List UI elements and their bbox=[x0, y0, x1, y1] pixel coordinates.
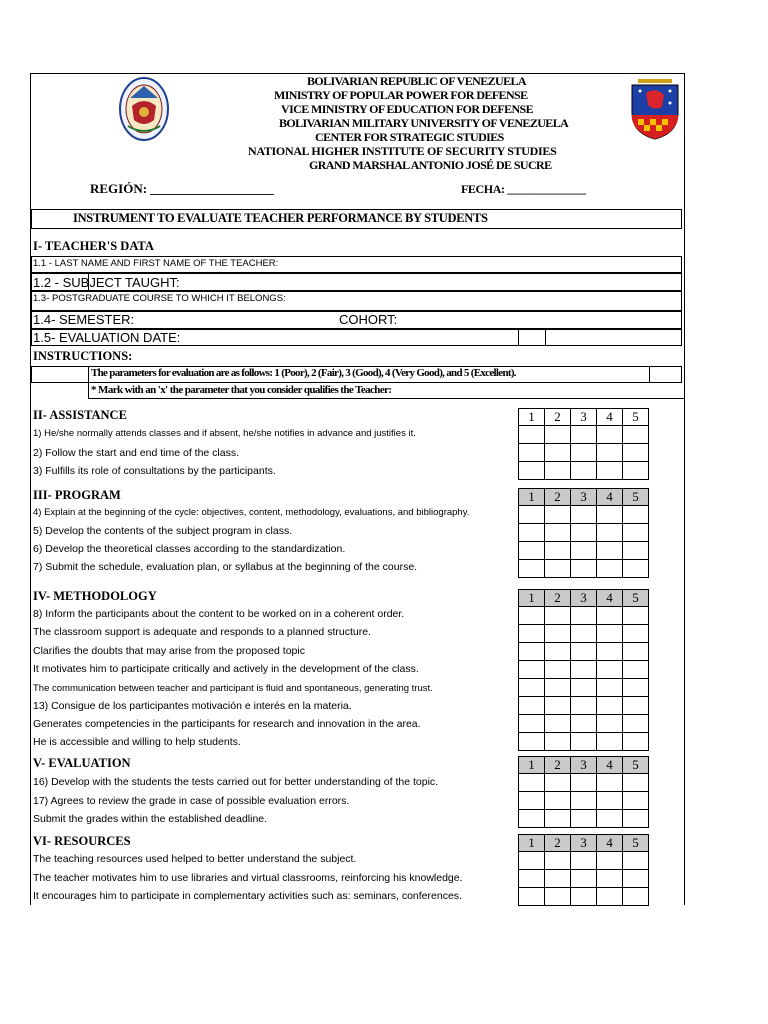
rating-cell[interactable] bbox=[571, 625, 597, 643]
instructions-scale-text: The parameters for evaluation are as follows: 1 (Poor), 2 (Fair), 3 (Good), 4 (Very Good), and 5 (Excellent). bbox=[91, 367, 516, 379]
rating-cell[interactable] bbox=[545, 661, 571, 679]
rating-cell[interactable] bbox=[571, 506, 597, 524]
rating-cell[interactable] bbox=[597, 697, 623, 715]
eval-date-divider-1 bbox=[518, 329, 519, 346]
course-label: 1.3- POSTGRADUATE COURSE TO WHICH IT BELONGS: bbox=[33, 293, 286, 304]
rating-cell[interactable] bbox=[519, 679, 545, 697]
rating-cell[interactable] bbox=[519, 870, 545, 888]
scale-2: 2 bbox=[545, 590, 571, 607]
eval-date-divider-2 bbox=[545, 329, 546, 346]
resources-rating-grid[interactable] bbox=[518, 834, 649, 906]
rating-cell[interactable] bbox=[571, 852, 597, 870]
rating-cell[interactable] bbox=[519, 661, 545, 679]
form-border-right bbox=[684, 73, 685, 905]
rating-cell[interactable] bbox=[623, 852, 649, 870]
evaluation-rating-grid[interactable] bbox=[518, 756, 649, 828]
header-line-5: CENTER FOR STRATEGIC STUDIES bbox=[315, 130, 504, 144]
rating-cell[interactable] bbox=[571, 715, 597, 733]
teacher-data-heading: I- TEACHER'S DATA bbox=[33, 239, 154, 253]
rating-cell[interactable] bbox=[545, 462, 571, 480]
scale-1: 1 bbox=[519, 757, 545, 774]
rating-cell[interactable] bbox=[571, 542, 597, 560]
instructions-mark-text: * Mark with an 'x' the parameter that you consider qualifies the Teacher: bbox=[91, 384, 392, 396]
instructions-divider-right bbox=[649, 366, 650, 383]
program-item-4: 4) Explain at the beginning of the cycle: objectives, content, methodology, evaluations, and bibliography. bbox=[33, 507, 470, 518]
rating-cell[interactable] bbox=[571, 426, 597, 444]
rating-cell[interactable] bbox=[519, 792, 545, 810]
teacher-name-label: 1.1 - LAST NAME AND FIRST NAME OF THE TEACHER: bbox=[33, 258, 279, 269]
rating-cell[interactable] bbox=[597, 462, 623, 480]
rating-cell[interactable] bbox=[519, 852, 545, 870]
scale-2: 2 bbox=[545, 489, 571, 506]
rating-cell[interactable] bbox=[545, 643, 571, 661]
rating-cell[interactable] bbox=[545, 774, 571, 792]
rating-cell[interactable] bbox=[571, 679, 597, 697]
rating-cell[interactable] bbox=[597, 661, 623, 679]
rating-cell[interactable] bbox=[545, 426, 571, 444]
methodology-item-12: The communication between teacher and participant is fluid and spontaneous, generating trust. bbox=[33, 683, 433, 694]
rating-cell[interactable] bbox=[597, 643, 623, 661]
semester-label: 1.4- SEMESTER: bbox=[33, 312, 135, 327]
rating-cell[interactable] bbox=[519, 774, 545, 792]
form-border-left bbox=[30, 73, 31, 905]
rating-cell[interactable] bbox=[623, 870, 649, 888]
rating-cell[interactable] bbox=[519, 560, 545, 578]
methodology-item-10: Clarifies the doubts that may arise from the proposed topic bbox=[33, 645, 305, 657]
rating-cell[interactable] bbox=[545, 810, 571, 828]
rating-cell[interactable] bbox=[623, 733, 649, 751]
rating-cell[interactable] bbox=[623, 426, 649, 444]
scale-4: 4 bbox=[597, 835, 623, 852]
rating-cell[interactable] bbox=[623, 810, 649, 828]
program-item-7: 7) Submit the schedule, evaluation plan, or syllabus at the beginning of the course. bbox=[33, 561, 418, 573]
header-line-1: BOLIVARIAN REPUBLIC OF VENEZUELA bbox=[307, 74, 526, 88]
rating-cell[interactable] bbox=[571, 810, 597, 828]
rating-cell[interactable] bbox=[519, 697, 545, 715]
rating-cell[interactable] bbox=[571, 524, 597, 542]
instructions-divider-left bbox=[88, 366, 89, 398]
rating-cell[interactable] bbox=[545, 733, 571, 751]
resources-heading: VI- RESOURCES bbox=[33, 834, 131, 848]
scale-2: 2 bbox=[545, 835, 571, 852]
rating-cell[interactable] bbox=[519, 643, 545, 661]
rating-cell[interactable] bbox=[571, 774, 597, 792]
rating-cell[interactable] bbox=[623, 774, 649, 792]
date-field[interactable]: FECHA: ______________ bbox=[461, 182, 586, 196]
rating-cell[interactable] bbox=[623, 697, 649, 715]
rating-cell[interactable] bbox=[597, 679, 623, 697]
rating-cell[interactable] bbox=[519, 715, 545, 733]
scale-1: 1 bbox=[519, 590, 545, 607]
rating-cell[interactable] bbox=[571, 733, 597, 751]
program-heading: III- PROGRAM bbox=[33, 488, 121, 502]
rating-cell[interactable] bbox=[597, 870, 623, 888]
rating-cell[interactable] bbox=[545, 715, 571, 733]
rating-cell[interactable] bbox=[597, 810, 623, 828]
scale-5: 5 bbox=[623, 835, 649, 852]
rating-cell[interactable] bbox=[545, 852, 571, 870]
scale-5: 5 bbox=[623, 489, 649, 506]
rating-cell[interactable] bbox=[597, 774, 623, 792]
rating-cell[interactable] bbox=[597, 792, 623, 810]
rating-cell[interactable] bbox=[545, 679, 571, 697]
rating-cell[interactable] bbox=[519, 625, 545, 643]
scale-3: 3 bbox=[571, 489, 597, 506]
methodology-item-11: It motivates him to participate critically and actively in the development of the class. bbox=[33, 663, 419, 675]
rating-cell[interactable] bbox=[519, 462, 545, 480]
evaluation-heading: V- EVALUATION bbox=[33, 756, 131, 770]
rating-cell[interactable] bbox=[571, 560, 597, 578]
subject-label: 1.2 - SUBJECT TAUGHT: bbox=[33, 275, 180, 290]
rating-cell[interactable] bbox=[519, 542, 545, 560]
rating-cell[interactable] bbox=[623, 607, 649, 625]
methodology-item-15: He is accessible and willing to help students. bbox=[33, 736, 241, 748]
assistance-item-1: 1) He/she normally attends classes and if absent, he/she notifies in advance and justifies it. bbox=[33, 428, 416, 439]
assistance-rating-grid[interactable] bbox=[518, 408, 649, 480]
methodology-item-9: The classroom support is adequate and responds to a planned structure. bbox=[33, 626, 371, 638]
rating-cell[interactable] bbox=[571, 607, 597, 625]
rating-cell[interactable] bbox=[623, 524, 649, 542]
scale-4: 4 bbox=[597, 757, 623, 774]
rating-cell[interactable] bbox=[545, 697, 571, 715]
rating-cell[interactable] bbox=[545, 625, 571, 643]
assistance-item-2: 2) Follow the start and end time of the class. bbox=[33, 447, 240, 459]
rating-cell[interactable] bbox=[623, 679, 649, 697]
rating-cell[interactable] bbox=[623, 506, 649, 524]
rating-cell[interactable] bbox=[597, 715, 623, 733]
program-item-5: 5) Develop the contents of the subject program in class. bbox=[33, 525, 293, 537]
rating-cell[interactable] bbox=[623, 661, 649, 679]
rating-cell[interactable] bbox=[545, 542, 571, 560]
institute-crest-logo bbox=[630, 73, 680, 146]
instructions-bottom-line bbox=[88, 398, 684, 399]
rating-cell[interactable] bbox=[571, 792, 597, 810]
rating-cell[interactable] bbox=[597, 426, 623, 444]
methodology-item-14: Generates competencies in the participants for research and innovation in the area. bbox=[33, 718, 421, 730]
rating-cell[interactable] bbox=[597, 888, 623, 906]
scale-5: 5 bbox=[623, 409, 649, 426]
rating-cell[interactable] bbox=[545, 506, 571, 524]
scale-1: 1 bbox=[519, 409, 545, 426]
rating-cell[interactable] bbox=[623, 444, 649, 462]
rating-cell[interactable] bbox=[597, 506, 623, 524]
form-title: INSTRUMENT TO EVALUATE TEACHER PERFORMANCE BY STUDENTS bbox=[73, 211, 488, 225]
rating-cell[interactable] bbox=[623, 888, 649, 906]
scale-4: 4 bbox=[597, 590, 623, 607]
header-line-6: NATIONAL HIGHER INSTITUTE OF SECURITY STUDIES bbox=[248, 144, 557, 158]
rating-cell[interactable] bbox=[623, 560, 649, 578]
rating-cell[interactable] bbox=[597, 852, 623, 870]
rating-cell[interactable] bbox=[623, 542, 649, 560]
resources-item-21: It encourages him to participate in complementary activities such as: seminars, conferences. bbox=[33, 890, 462, 902]
rating-cell[interactable] bbox=[597, 542, 623, 560]
scale-2: 2 bbox=[545, 757, 571, 774]
rating-cell[interactable] bbox=[545, 560, 571, 578]
scale-3: 3 bbox=[571, 835, 597, 852]
assistance-heading: II- ASSISTANCE bbox=[33, 408, 127, 422]
rating-cell[interactable] bbox=[545, 888, 571, 906]
program-item-6: 6) Develop the theoretical classes according to the standardization. bbox=[33, 543, 346, 555]
eval-date-label: 1.5- EVALUATION DATE: bbox=[33, 330, 181, 345]
rating-cell[interactable] bbox=[519, 888, 545, 906]
scale-1: 1 bbox=[519, 489, 545, 506]
cohort-label: COHORT: bbox=[339, 312, 398, 327]
rating-cell[interactable] bbox=[519, 444, 545, 462]
rating-cell[interactable] bbox=[545, 524, 571, 542]
program-rating-grid[interactable] bbox=[518, 488, 649, 578]
rating-cell[interactable] bbox=[571, 697, 597, 715]
methodology-item-8: 8) Inform the participants about the content to be worked on in a coherent order. bbox=[33, 608, 405, 620]
methodology-heading: IV- METHODOLOGY bbox=[33, 589, 157, 603]
evaluation-item-16: 16) Develop with the students the tests carried out for better understanding of the topic. bbox=[33, 776, 439, 788]
scale-4: 4 bbox=[597, 489, 623, 506]
scale-1: 1 bbox=[519, 835, 545, 852]
rating-cell[interactable] bbox=[519, 524, 545, 542]
rating-cell[interactable] bbox=[545, 792, 571, 810]
resources-item-20: The teacher motivates him to use libraries and virtual classrooms, reinforcing his knowledge. bbox=[33, 872, 463, 884]
rating-cell[interactable] bbox=[571, 444, 597, 462]
header-line-3: VICE MINISTRY OF EDUCATION FOR DEFENSE bbox=[281, 102, 534, 116]
rating-cell[interactable] bbox=[597, 444, 623, 462]
rating-cell[interactable] bbox=[623, 792, 649, 810]
rating-cell[interactable] bbox=[623, 462, 649, 480]
methodology-rating-grid[interactable] bbox=[518, 589, 649, 751]
region-field[interactable]: REGIÓN: ___________________ bbox=[90, 181, 274, 196]
evaluation-item-17: 17) Agrees to review the grade in case of possible evaluation errors. bbox=[33, 795, 350, 807]
scale-3: 3 bbox=[571, 590, 597, 607]
rating-cell[interactable] bbox=[571, 462, 597, 480]
scale-5: 5 bbox=[623, 590, 649, 607]
assistance-item-3: 3) Fulfills its role of consultations by the participants. bbox=[33, 465, 276, 477]
rating-cell[interactable] bbox=[519, 506, 545, 524]
rating-cell[interactable] bbox=[571, 661, 597, 679]
scale-5: 5 bbox=[623, 757, 649, 774]
rating-cell[interactable] bbox=[623, 643, 649, 661]
methodology-item-13: 13) Consigue de los participantes motivación e interés en la materia. bbox=[33, 700, 352, 712]
rating-cell[interactable] bbox=[597, 524, 623, 542]
rating-cell[interactable] bbox=[597, 560, 623, 578]
scale-3: 3 bbox=[571, 409, 597, 426]
rating-cell[interactable] bbox=[597, 733, 623, 751]
rating-cell[interactable] bbox=[545, 870, 571, 888]
rating-cell[interactable] bbox=[623, 625, 649, 643]
rating-cell[interactable] bbox=[519, 607, 545, 625]
university-seal-logo bbox=[118, 76, 170, 147]
resources-item-19: The teaching resources used helped to better understand the subject. bbox=[33, 853, 357, 865]
rating-cell[interactable] bbox=[519, 733, 545, 751]
rating-cell[interactable] bbox=[545, 607, 571, 625]
rating-cell[interactable] bbox=[519, 810, 545, 828]
scale-4: 4 bbox=[597, 409, 623, 426]
rating-cell[interactable] bbox=[571, 643, 597, 661]
rating-cell[interactable] bbox=[571, 888, 597, 906]
header-line-2: MINISTRY OF POPULAR POWER FOR DEFENSE bbox=[274, 88, 528, 102]
rating-cell[interactable] bbox=[597, 607, 623, 625]
instructions-heading: INSTRUCTIONS: bbox=[33, 349, 133, 363]
evaluation-item-18: Submit the grades within the established deadline. bbox=[33, 813, 268, 825]
rating-cell[interactable] bbox=[597, 625, 623, 643]
scale-2: 2 bbox=[545, 409, 571, 426]
rating-cell[interactable] bbox=[519, 426, 545, 444]
rating-cell[interactable] bbox=[545, 444, 571, 462]
scale-3: 3 bbox=[571, 757, 597, 774]
header-line-4: BOLIVARIAN MILITARY UNIVERSITY OF VENEZUELA bbox=[279, 116, 569, 130]
rating-cell[interactable] bbox=[623, 715, 649, 733]
rating-cell[interactable] bbox=[571, 870, 597, 888]
header-line-7: GRAND MARSHAL ANTONIO JOSÉ DE SUCRE bbox=[309, 158, 552, 172]
